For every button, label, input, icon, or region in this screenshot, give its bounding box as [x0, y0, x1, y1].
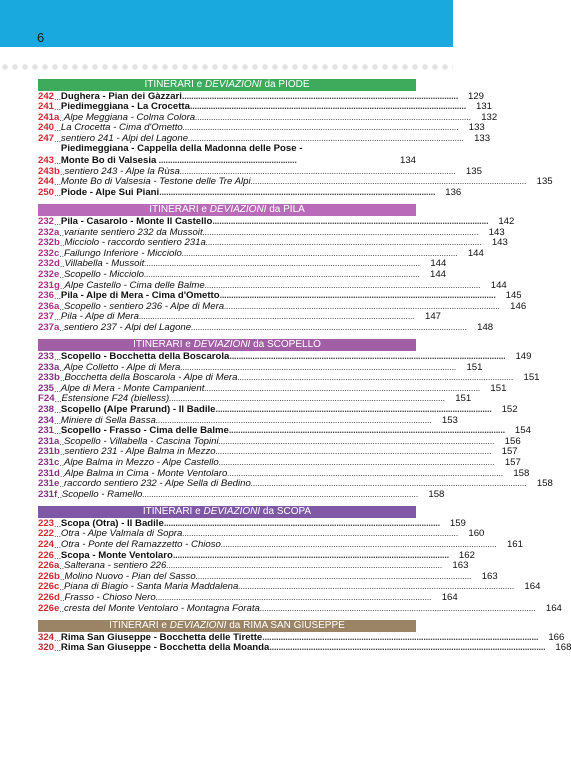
route-code: F24: [38, 393, 55, 405]
page-ref: 142: [498, 215, 515, 227]
page-ref: 149: [515, 350, 532, 362]
route-code: 237a: [38, 321, 60, 333]
leader-dots: ........................................................................................................................: [179, 165, 456, 176]
page-ref: 156: [504, 435, 521, 447]
leader-dots: ........................................................................................................................: [218, 456, 495, 467]
route-title-text: Piedimeggiana - Cappella della Madonna delle Pose -: [60, 143, 303, 155]
leader-dots: ........................................................................................................................: [204, 382, 481, 393]
route-code: 231b: [38, 446, 60, 458]
route-code: 223: [38, 517, 55, 529]
route-title: [61, 187, 435, 199]
route-title-text: Alpe Castello - Cima delle Balme: [64, 279, 205, 291]
section-header-prefix: ITINERARI e: [149, 204, 210, 216]
leader-dots: ..: [59, 112, 64, 123]
leader-dots: ........................................................................................................................: [159, 186, 436, 197]
route-code: 234: [38, 414, 55, 426]
section-header-place: da PIODE: [261, 79, 310, 90]
route-code: 241: [38, 101, 55, 113]
route-code: 236a: [38, 300, 60, 312]
section-header-scopa: [38, 506, 416, 518]
route-title-text: Piedimeggiana - La Crocetta: [60, 101, 190, 113]
page-ref: 162: [458, 549, 475, 561]
page-ref: 133: [474, 132, 491, 144]
leader-dots: ..: [57, 489, 62, 500]
page-ref: 136: [445, 186, 462, 198]
page-ref: 158: [536, 478, 553, 490]
leader-dots: ...: [54, 133, 61, 144]
page-ref: 160: [468, 528, 485, 540]
route-code: 244: [38, 176, 55, 188]
route-title: [64, 603, 536, 615]
section-header-piode: [38, 79, 416, 91]
route-title-text: Alpe Balma in Cima - Monte Ventolaro: [64, 467, 228, 479]
page-ref: 134: [399, 155, 416, 167]
leader-dots: ...: [54, 550, 61, 561]
route-code: 231g: [38, 279, 60, 291]
route-code: 235: [38, 382, 55, 394]
page-ref: 164: [441, 591, 458, 603]
route-code: 231c: [38, 456, 60, 468]
section-rima: [38, 620, 571, 654]
route-title-text: Failungo Inferiore - Micciolo: [63, 247, 182, 259]
route-code: 233: [38, 350, 55, 362]
route-code: 232b: [38, 237, 60, 249]
route-code: 231e: [38, 478, 60, 490]
leader-dots: ...: [54, 394, 62, 405]
leader-dots: ..: [59, 280, 65, 291]
route-title-text: La Crocetta - Cima d'Ometto: [60, 122, 183, 134]
toc-entry[interactable]: [38, 488, 445, 501]
leader-dots: ...: [54, 415, 61, 426]
page-ref: 147: [425, 311, 442, 323]
leader-dots: ..: [59, 571, 65, 582]
section-header-place: da PILA: [266, 204, 305, 216]
leader-dots: ...: [54, 632, 61, 643]
route-code: 231d: [38, 467, 60, 479]
leader-dots: ...: [54, 539, 61, 550]
route-code: 324: [38, 631, 55, 643]
leader-dots: ..: [59, 468, 65, 479]
leader-dots: ..: [59, 227, 64, 238]
route-code: 224: [38, 538, 55, 550]
route-title-text: Scopa (Otra) - Il Badile: [60, 517, 164, 529]
page-ref: 135: [536, 176, 553, 188]
page-ref: 157: [504, 456, 521, 468]
route-title-text: Scopello - Micciolo: [63, 268, 144, 280]
toc-entry[interactable]: [38, 144, 416, 166]
route-title-text: Alpe Colletto - Alpe di Mera: [63, 361, 181, 373]
route-title: [64, 322, 467, 334]
leader-dots: ..: [59, 362, 64, 373]
page-ref: 132: [481, 111, 498, 123]
leader-dots: ..: [59, 166, 65, 177]
leader-dots: ........................................................................................................................: [144, 258, 421, 269]
route-code: 226e: [38, 602, 60, 614]
route-code: 226d: [38, 591, 60, 603]
leader-dots: ..: [59, 238, 65, 249]
route-code: 232d: [38, 258, 60, 270]
page-ref: 143: [491, 237, 508, 249]
leader-dots: ...: [54, 91, 61, 102]
leader-dots: ...: [54, 518, 61, 529]
route-title-text: Estensione F24 (bielless): [61, 393, 170, 405]
route-title-text: Alpe Balma in Mezzo - Alpe Castello: [63, 456, 219, 468]
leader-dots: ...: [54, 383, 61, 394]
leader-dots: ..: [59, 457, 64, 468]
leader-dots: ..: [59, 561, 64, 572]
leader-dots: ........................................................................................................................: [142, 488, 419, 499]
route-title: [62, 489, 419, 501]
leader-dots: ........................................................................................................................: [215, 446, 492, 457]
section-header-pila: [38, 204, 416, 216]
route-title-text: Salterana - sentiero 226: [63, 560, 167, 572]
page-ref: 153: [441, 414, 458, 426]
leader-dots: ...: [54, 102, 61, 113]
page-ref: 143: [488, 226, 505, 238]
leader-dots: ..: [59, 259, 65, 270]
route-code: 231a: [38, 435, 60, 447]
route-code: 231: [38, 425, 55, 437]
leader-dots: ..: [59, 269, 64, 280]
route-code: 241a: [38, 111, 60, 123]
page-ref: 151: [455, 393, 472, 405]
leader-dots: ........................................................................................................................: [181, 247, 458, 258]
leader-dots: ........................................................................................................................: [227, 467, 504, 478]
route-code: 226: [38, 549, 55, 561]
route-code: 232c: [38, 247, 60, 259]
route-code: 222: [38, 528, 55, 540]
section-scopello: [38, 339, 553, 500]
route-code: 238: [38, 403, 55, 415]
route-code: 231f: [38, 488, 58, 500]
page-ref: 144: [467, 247, 484, 259]
leader-dots: ........................................................................................................................: [181, 90, 459, 101]
leader-dots: ..: [59, 436, 64, 447]
route-title-text: Scopello - sentiero 236 - Alpe di Mera: [63, 300, 225, 312]
route-code: 243: [38, 155, 55, 167]
leader-dots: ...: [54, 291, 61, 302]
section-header-prefix: ITINERARI e: [109, 620, 170, 632]
leader-dots: ........................................................................................................................: [219, 290, 496, 301]
page-ref: 158: [428, 488, 445, 500]
route-title-text: Molino Nuovo - Pian del Sasso: [64, 570, 196, 582]
page-ref: 144: [430, 258, 447, 270]
section-header-deviazioni: DEVIAZIONI: [193, 339, 251, 351]
route-title-text: sentiero 241 - Alpi del Lagone: [60, 132, 189, 144]
route-code: 232: [38, 215, 55, 227]
route-code: 247: [38, 132, 55, 144]
leader-dots: ........................................................................................................................: [205, 237, 482, 248]
section-header-prefix: ITINERARI e: [144, 79, 206, 90]
route-title-text: Scopello - Ramello: [61, 488, 143, 500]
route-title-text: Monte Bo di Valsesia - Testone delle Tre Alpi: [60, 176, 251, 188]
page-ref: 148: [477, 321, 494, 333]
page-ref: 129: [468, 90, 485, 102]
page-ref: 163: [452, 560, 469, 572]
leader-dots: ...: [54, 426, 61, 437]
leader-dots: ........................................................................................................................: [188, 132, 465, 143]
leader-dots: ........................................................................................................................: [250, 478, 527, 489]
leader-dots: ........................................................................................................................: [238, 581, 515, 592]
page-ref: 164: [524, 581, 541, 593]
route-title-text: sentiero 243 - Alpe la Rùsa: [64, 165, 180, 177]
leader-dots: ...: [54, 351, 61, 362]
route-code: 233b: [38, 372, 60, 384]
section-header-deviazioni: DEVIAZIONI: [203, 506, 261, 518]
leader-dots: ............................................................: [156, 155, 297, 166]
route-title-text: Frasso - Chioso Nero: [64, 591, 156, 603]
route-title-text: Pila - Alpe di Mera - Cima d'Ometto: [60, 290, 220, 302]
route-code: 243b: [38, 165, 60, 177]
leader-dots: ........................................................................................................................: [269, 642, 546, 653]
toc-entry[interactable]: [38, 321, 494, 334]
section-header-deviazioni: DEVIAZIONI: [209, 204, 267, 216]
leader-dots: ........................................................................................................................: [166, 560, 443, 571]
leader-dots: ...: [54, 177, 61, 188]
leader-dots: ........................................................................................................................: [138, 311, 416, 322]
route-code: 250: [38, 186, 55, 198]
leader-dots: ...: [54, 123, 61, 134]
route-title-line2-text: Monte Bo di Valsesia: [60, 155, 157, 167]
route-code: 236: [38, 290, 55, 302]
leader-dots: ........................................................................................................................: [155, 591, 432, 602]
page-ref: 158: [513, 467, 530, 479]
leader-dots: ...: [54, 643, 61, 654]
page-ref: 131: [475, 101, 492, 113]
leader-dots: ..: [59, 582, 64, 593]
page-ref: 159: [449, 517, 466, 529]
page-ref: 146: [510, 300, 527, 312]
page-ref: 151: [466, 361, 483, 373]
leader-dots: ...: [54, 156, 61, 167]
leader-dots: ........................................................................................................................: [218, 435, 495, 446]
leader-dots: ........................................................................................................................: [182, 122, 459, 133]
leader-dots: ........................................................................................................................: [191, 321, 468, 332]
leader-dots: ..: [59, 447, 65, 458]
route-title: [61, 144, 390, 166]
leader-dots: ........................................................................................................................: [195, 111, 472, 122]
page-ref: 151: [523, 372, 540, 384]
route-title-text: Scopello - Villabella - Cascina Topini: [63, 435, 219, 447]
route-title-text: Rima San Giuseppe - Bocchetta della Moanda: [60, 642, 270, 654]
route-title-text: Micciolo - raccordo sentiero 231a: [64, 237, 206, 249]
leader-dots: ........................................................................................................................: [228, 425, 505, 436]
route-title-text: Bocchetta della Boscarola - Alpe di Mera: [64, 372, 238, 384]
leader-dots: ........................................................................................................................: [250, 176, 527, 187]
leader-dots: ........................................................................................................................: [220, 538, 497, 549]
leader-dots: ...: [54, 216, 61, 227]
leader-dots: ........................................................................................................................: [169, 393, 446, 404]
leader-dots: ........................................................................................................................: [172, 549, 449, 560]
route-title-text: variante sentiero 232 da Mussoit: [63, 226, 203, 238]
route-code: 226b: [38, 570, 60, 582]
leader-dots: ..: [59, 592, 65, 603]
route-code: 233a: [38, 361, 60, 373]
page-ref: 144: [490, 279, 507, 291]
page-ref: 154: [514, 425, 531, 437]
route-title-text: raccordo sentiero 232 - Alpe Sella di Bedino: [63, 478, 251, 490]
leader-dots: ........................................................................................................................: [155, 414, 432, 425]
route-code: 226c: [38, 581, 60, 593]
leader-dots: ..: [59, 603, 64, 614]
route-title-text: Scopello - Frasso - Cima delle Balme: [60, 425, 229, 437]
route-title-text: Piana di Biagio - Santa Maria Maddalena: [63, 581, 239, 593]
leader-dots: ........................................................................................................................: [259, 602, 536, 613]
route-title-text: Scopello (Alpe Prarund) - Il Badile: [60, 403, 216, 415]
page-ref: 157: [501, 446, 518, 458]
section-header-prefix: ITINERARI e: [133, 339, 194, 351]
leader-dots: ..: [59, 373, 65, 384]
page-ref: 164: [545, 602, 562, 614]
route-title-text: Miniere di Sella Bassa: [60, 414, 156, 426]
leader-dots: ..: [59, 479, 64, 490]
leader-dots: ..: [59, 301, 64, 312]
leader-dots: ........................................................................................................................: [143, 268, 420, 279]
route-title-text: Otra - Ponte del Ramazzetto - Chioso: [60, 538, 221, 550]
page-ref: 152: [501, 403, 518, 415]
leader-dots: ...: [54, 529, 61, 540]
leader-dots: ........................................................................................................................: [163, 517, 440, 528]
leader-dots: ..: [59, 248, 64, 259]
route-title-text: Pila - Casarolo - Monte Il Castello: [60, 215, 213, 227]
leader-dots: ........................................................................................................................: [212, 215, 489, 226]
route-code: 242: [38, 90, 55, 102]
dotted-divider: [0, 61, 453, 73]
section-header-rima: [38, 620, 416, 632]
leader-dots: ..: [59, 322, 64, 333]
route-code: 237: [38, 311, 55, 323]
route-code: 320: [38, 642, 55, 654]
toc-content: [38, 79, 571, 660]
route-title-text: Dughera - Pian dei Gàzzari: [60, 90, 182, 102]
section-header-place: da SCOPA: [260, 506, 312, 518]
route-title-text: Villabella - Mussoit: [64, 258, 145, 270]
route-code: 232e: [38, 268, 60, 280]
leader-dots: ........................................................................................................................: [189, 101, 466, 112]
route-title-text: Scopa - Monte Ventolaro: [60, 549, 173, 561]
page-ref: 168: [555, 642, 571, 654]
route-title-text: cresta del Monte Ventolaro - Montagna Forata: [63, 602, 260, 614]
section-header-place: da SCOPELLO: [250, 339, 321, 351]
section-header-prefix: ITINERARI e: [142, 506, 204, 518]
section-header-deviazioni: DEVIAZIONI: [205, 79, 262, 90]
route-code: 232a: [38, 226, 60, 238]
section-header-deviazioni: DEVIAZIONI: [169, 620, 227, 632]
route-title-text: Scopello - Bocchetta della Boscarola: [60, 350, 230, 362]
page-ref: 163: [481, 570, 498, 582]
leader-dots: ........................................................................................................................: [237, 372, 514, 383]
section-pila: [38, 204, 527, 333]
page-ref: 151: [490, 382, 507, 394]
leader-dots: ........................................................................................................................: [195, 570, 472, 581]
leader-dots: ........................................................................................................................: [204, 279, 481, 290]
leader-dots: ........................................................................................................................: [202, 226, 479, 237]
top-bar: [0, 0, 453, 47]
route-title-text: Alpe Meggiana - Colma Colora: [63, 111, 196, 123]
page-ref: 135: [465, 165, 482, 177]
leader-dots: ...: [54, 312, 61, 323]
route-title: [61, 642, 546, 654]
leader-dots: ........................................................................................................................: [180, 361, 457, 372]
page-ref: 145: [505, 290, 522, 302]
route-title-text: sentiero 231 - Alpe Balma in Mezzo: [64, 446, 216, 458]
toc-entry[interactable]: [38, 602, 562, 615]
leader-dots: ........................................................................................................................: [229, 350, 506, 361]
page-ref: 133: [468, 122, 485, 134]
leader-dots: ........................................................................................................................: [182, 528, 459, 539]
route-title-text: Alpe di Mera - Monte Campanient: [60, 382, 205, 394]
leader-dots: ...: [54, 404, 61, 415]
section-piode: [38, 79, 553, 198]
route-title-text: sentiero 237 - Alpi del Lagone: [63, 321, 192, 333]
section-scopa: [38, 506, 562, 614]
page-ref: 166: [548, 631, 565, 643]
route-title-text: Otra - Alpe Valmala di Sopra: [60, 528, 183, 540]
leader-dots: ........................................................................................................................: [215, 403, 492, 414]
route-code: 240: [38, 122, 55, 134]
toc-entry[interactable]: [38, 642, 571, 654]
route-title-text: Piode - Alpe Sui Piani: [60, 186, 160, 198]
leader-dots: ...: [54, 187, 61, 198]
section-header-place: da RIMA SAN GIUSEPPE: [226, 620, 345, 632]
route-code: 226a: [38, 560, 60, 572]
route-title-text: Rima San Giuseppe - Bocchetta delle Tirette: [60, 631, 263, 643]
leader-dots: ........................................................................................................................: [224, 300, 501, 311]
page-number: 6: [37, 30, 45, 45]
section-header-scopello: [38, 339, 416, 351]
leader-dots: ........................................................................................................................: [262, 631, 539, 642]
page-ref: 144: [429, 268, 446, 280]
toc-entry[interactable]: [38, 186, 462, 199]
route-title-text: Pila - Alpe di Mera: [60, 311, 139, 323]
page-ref: 161: [506, 538, 523, 550]
